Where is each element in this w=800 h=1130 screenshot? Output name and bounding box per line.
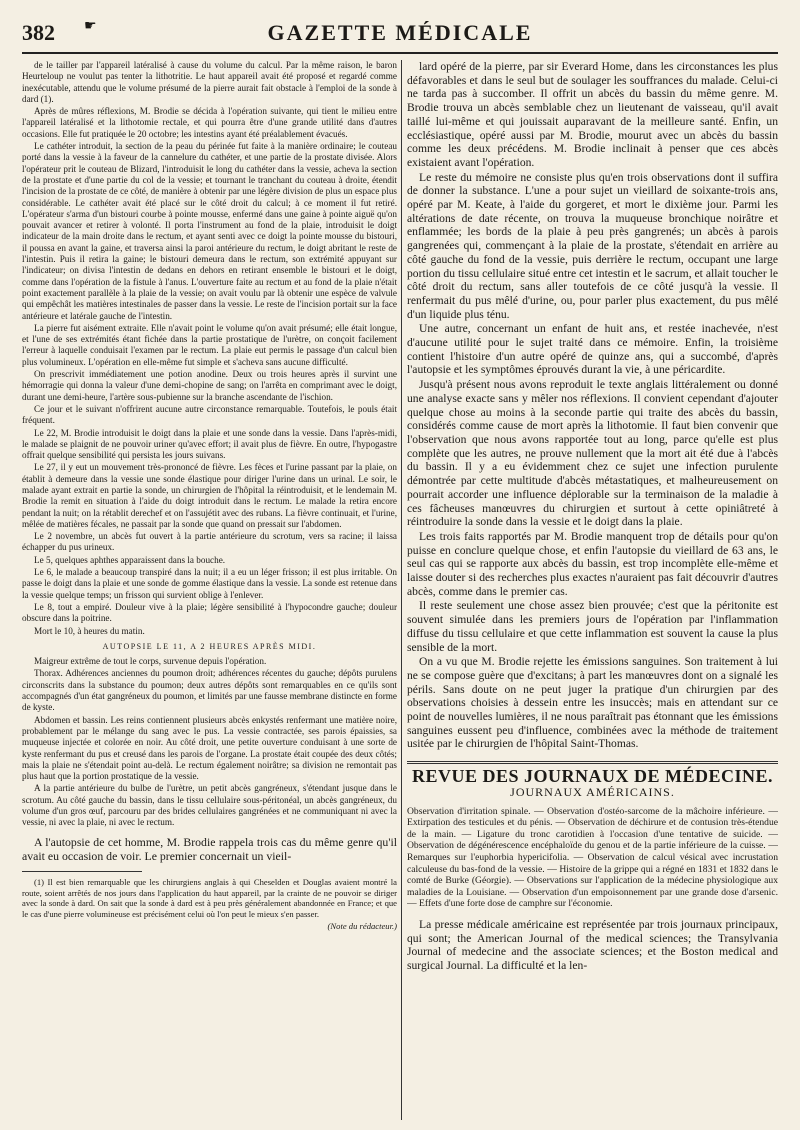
paragraph: Le 22, M. Brodie introduisit le doigt dans la plaie et une sonde dans la vessie. Dans l'après-midi, le malade se plaignit de ne pouvoir uriner qu'avec effort; il avait plus de fièvre. En outre, l'hypogastre offrait quelque sensibilité qui persista les jours suivans. [22,427,397,461]
paragraph: La pierre fut aisément extraite. Elle n'avait point le volume qu'on avait présumé; elle était longue, et l'une de ses extrémités étant fichée dans la partie prostatique de l'urètre, on conçoit facilement l'erreur à laquelle conduisait l'examen par le rectum. La plaie eut permis le passage d'un calcul bien plus volumineux. L'opération en elle-même fut simple et s'acheva sans aucune difficulté. [22,322,397,367]
paragraph: lard opéré de la pierre, par sir Everard Home, dans les circonstances les plus défavorables et dans le seul but de soulager les souffrances du malade. Celui-ci ne tarda pas à succomber. Il offrit un abcès du bassin du même genre. M. Brodie trouva un abcès semblable chez un lieutenant de vaisseau, qu'il avait taillé lui-même et qui jouissait auparavant de la meilleure santé. Enfin, un ecclésiastique, opéré aussi par M. Brodie, mourut avec un abcès du bassin comme les deux précédens. M. Brodie inclinait à penser que ces abcès existaient avant l'opération. [407,60,778,169]
autopsy-heading: AUTOPSIE LE 11, A 2 HEURES APRÈS MIDI. [102,641,317,651]
paragraph: Une autre, concernant un enfant de huit ans, et restée inachevée, n'est d'aucune utilité pour le sujet traité dans ce mémoire. Enfin, la troisième contient l'histoire d'un autre opéré de quinze ans, qui a succombé, d'après l'autopsie et les symptômes éprouvés durant la vie, à une péricardite. [407,322,778,377]
paragraph: Maigreur extrême de tout le corps, survenue depuis l'opération. [34,656,267,667]
paragraph: Thorax. Adhérences anciennes du poumon droit; adhérences récentes du gauche; dépôts purulens circonscrits dans la substance du poumon; deux autres dépôts sont remarquables en ce qu'ils sont accompagnés d'un état gangréneux du poumon, et limités par une fausse membrane distincte en forme de kyste. [22,668,397,713]
paragraph: La presse médicale américaine est représentée par trois journaux principaux, qui sont; the American Journal of the medical sciences; the Transylvania Journal of medecine and the associate sciences; et the Boston medical and surgical Journal. La difficulté et la len- [407,917,778,973]
column-divider [401,60,402,1120]
paragraph: Le 8, tout a empiré. Douleur vive à la plaie; légère sensibilité à l'hypocondre gauche; douleur obscure dans la poitrine. [22,601,397,624]
paragraph: On a vu que M. Brodie rejette les émissions sanguines. Son traitement à lui ne se compose guère que d'excitans; à part les manœuvres dont on a signalé les périls. Sans doute on ne peut juger la pratique d'un chirurgien par des observations choisies à dessein entre les insuccès; mais en attendant sur ce point de nouvelles lumières, il ne nous paraîtrait pas étonnant que les émissions sanguines eussent peu d'influence, combinées avec la méthode de traitement usitée par le chirurgien de l'hôpital Saint-Thomas. [407,655,778,751]
footnote-signature: (Note du rédacteur.) [327,920,397,931]
paragraph: Le reste du mémoire ne consiste plus qu'en trois observations dont il suffira de donner la substance. L'une a pour sujet un vieillard de soixante-trois ans, opéré par M. Keate, à l'aide du gorgeret, et mort le dixième jour. Parmi les altérations de date récente, on trouva la muqueuse bronchique noirâtre et enflammée; les bords de la plaie à peu près gangrenés; un abcès à parois gangrenées qui, commençant à la plaie de la prostate, s'étendait en arrière au côté gauche du fond de la vessie, puis derrière le rectum, occupant une large portion du tissu cellulaire situé entre cet intestin et le sacrum, et allait toucher le côté droit du rectum, sans aller toutefois de ce côté jusqu'à la vessie. Il renfermait du pus mêlé d'urine, ou, pour parler plus exactement, du pus mêlé d'un liquide plus ténu. [407,170,778,321]
paragraph: Abdomen et bassin. Les reins contiennent plusieurs abcès enkystés renfermant une matière noire, probablement par le mélange du sang avec le pus. La vessie contractée, ses parois épaissies, sa muqueuse injectée et colorée en noir. Au côté droit, une petite ouverture conduisant à une sorte de kyste renfermant du pus et creusé dans les parois de l'organe. La prostate était coupée des deux côtés; mais la plaie ne s'étendait point au-delà. Le rectum également noirâtre; sa division ne remontait pas plus haut que la portion prostatique de la vessie. [22,714,397,782]
paragraph: Le 2 novembre, un abcès fut ouvert à la partie antérieure du scrotum, vers sa racine; il laissa échapper du pus urineux. [22,531,397,553]
paragraph: Mort le 10, à heures du matin. [34,625,145,636]
paragraph: Les trois faits rapportés par M. Brodie manquent trop de détails pour qu'on puisse en conclure quelque chose, et enfin l'autopsie du vieillard de 63 ans, le seul cas qui se rapporte aux abcès du bassin, est trop incomplète elle-même et laisse douter si des recherches plus exactes n'auraient pas fait découvrir d'autres abcès, comme dans le premier cas. [407,529,778,598]
header-rule [22,52,778,54]
paragraph: Le cathéter introduit, la section de la peau du périnée fut faite à la manière ordinaire; le couteau porté dans la vessie à la faveur de la cannelure du cathéter, et une partie de la prostate divisée. Alors l'opérateur prit le couteau de Blizard, l'introduisit le long du cathéter dans la vessie, acheva la section de la prostate et d'une partie du col de la vessie; et tournant le tranchant du couteau à droite, étendit l'incision de la prostate de ce côté, de manière à obtenir par une légère division de plus un espace plus considérable. Le cathéter avait été placé sur le côté droit du calcul; à ce moment il fut retiré. L'opérateur s'arma d'un bistouri courbe à pointe mousse, enfermé dans une gaine à pointe aiguë qu'on pouvait avancer et retirer à volonté. Il porta l'instrument au fond de la plaie, introduisit le doigt indicateur de la main droite dans le rectum, et ayant senti avec ce doigt la pointe mousse du bistouri, il poussa en avant la gaine, et traversa ainsi la paroi antérieure du rectum, le doigt abritant le reste de l'intestin. Puis il retira la gaine; le bistouri demeura dans le rectum, son extrémité appuyant sur l'indicateur; on divisa l'intestin de dedans en dehors en retirant ensemble le bistouri et le doigt, comme dans l'opération de la fistule à l'anus. L'ouverture faite au rectum et au fond de la plaie n'était point exactement parallèle à la plaie de la vessie; on avait voulu par là obtenir une espèce de valvule qui empêchât les matières intestinales de passer dans la vessie. Le reste de l'incision portait sur la face antérieure et latérale gauche de l'intestin. [22,141,397,321]
paragraph: Le 6, le malade a beaucoup transpiré dans la nuit; il a eu un léger frisson; il est plus irritable. On passe le doigt dans la plaie et une sonde de gomme élastique dans la vessie. La sonde est retenue dans la vessie quelque temps; un frisson qui survient oblige à l'enlever. [22,567,397,600]
footnote: (1) Il est bien remarquable que les chirurgiens anglais à qui Cheselden et Douglas avaient montré la route, soient arrêtés de nos jours dans l'application du haut appareil, par la crainte de ne pouvoir se diriger avec la sonde à dard. On sait que la sonde à dard est à peu près généralement abandonnée en France; et que le cas d'une pierre volumineuse est précisément celui où l'on peut le mieux s'en passer. [22,877,397,919]
paragraph: A la partie antérieure du bulbe de l'urètre, un petit abcès gangréneux, s'étendant jusque dans le scrotum. Au côté gauche du bassin, dans le tissu cellulaire sous-péritonéal, un abcès gangréneux, du volume d'un gros œuf, parcouru par des brides cellulaires gangrénées et ne communiquant ni avec la vessie, ni avec la plaie, ni avec le rectum. [22,783,397,828]
left-column [22,60,397,1120]
footnote-rule [22,871,142,872]
section-subtitle: JOURNAUX AMÉRICAINS. [510,784,675,799]
paragraph: de le tailler par l'appareil latéralisé à cause du volume du calcul. Par la même raison, le baron Heurteloup ne voulut pas tenter la lithotritie. Le haut appareil avait été proposé et regardé comme inexécutable, attendu que le volume présumé de la pierre aurait fait obstacle à l'emploi de la sonde à dard (1). [22,60,397,104]
article-summary [407,806,778,910]
paragraph: Jusqu'à présent nous avons reproduit le texte anglais littéralement ou donné une analyse exacte sans y mêler nos réflexions. Il convient cependant d'ajouter quelque chose au moins à la seconde partie qui traite des abcès du bassin, considérés comme cause de mort après la lithotomie. Il faut bien convenir que l'observation que nous avons rapportée tout au long, parce qu'elle est plus complète que les autres, ne prouve nullement que la mort ait été due à l'abcès du bassin. Il y a eu évidemment chez ce sujet une infection purulente démontrée par cette multitude d'abcès métastatiques, et malheureusement on pourrait accorder une influence déplorable sur la terminaison de la maladie à ces fâcheuses manœuvres du chirurgien et surtout à cette opiniâtreté à réintroduire la sonde dans la vessie et le doigt dans la plaie. [407,378,778,529]
paragraph: Le 27, il y eut un mouvement très-prononcé de fièvre. Les fèces et l'urine passant par la plaie, on établit à demeure dans la vessie une sonde élastique pour diriger l'urine dans un urinal. Le soir, le malade ayant extrait en partie la sonde, un chirurgien de l'hôpital la réintroduisit, et le lendemain M. Brodie la remit en situation à l'aide du doigt introduit dans le rectum. Le malade la retira encore pendant la nuit; on la rétablit derechef et on l'assujétit avec des rubans. La fièvre continuait, et l'urine, mêlée de matières fécales, ne passait par la sonde que quand on pressait sur l'abdomen. [22,462,397,529]
paragraph: A l'autopsie de cet homme, M. Brodie rappela trois cas du même genre qu'il avait eu occasion de voir. Le premier concernait un vieil- [22,834,397,863]
publication-title: GAZETTE MÉDICALE [267,20,533,45]
right-column [407,60,778,1120]
paragraph: Après de mûres réflexions, M. Brodie se décida à l'opération suivante, qui tient le milieu entre l'appareil latéralisé et la lithotomie rectale, et qui pourra être d'une grande utilité dans d'autres occasions. Elle fut pratiquée le 20 octobre; les intestins ayant été préalablement évacués. [22,106,397,139]
page-number: 382 [22,20,55,45]
page-header [22,20,778,50]
paragraph: Il reste seulement une chose assez bien prouvée; c'est que la péritonite est souvent simulée dans les premiers jours de l'opération par l'inflammation diffuse du tissu cellulaire et que cette inflammation est souvent la cause la plus sensible de la mort. [407,599,778,654]
paragraph: Ce jour et le suivant n'offrirent aucune autre circonstance remarquable. Toutefois, le pouls était fréquent. [22,403,397,426]
summary-text: Observation d'irritation spinale. — Observation d'ostéo-sarcome de la mâchoire inférieure. — Extirpation des testicules et du pénis. — Observation de déchirure et de contusion très-étendue de la main. — Ligature du tronc carotidien à l'occasion d'une tentative de suicide. — Observation de dégénérescence encéphaloïde du genou et de la partie inférieure de la cuisse. — Remarques sur l'euphorbia hypericifolia. — Observation de calcul vésical avec incrustation calculeuse du bas-fond de la vessie. — Histoire de la grippe qui a régné en 1831 et 1832 dans le comté de Burke (Géorgie). — Observations sur l'application de la médecine physiologique aux maladies de la Louisiane. — Observation d'un empoisonnement par une grande dose d'arsenic. — Effets d'une forte dose de camphre sur l'économie. [407,805,778,910]
paragraph: On prescrivit immédiatement une potion anodine. Deux ou trois heures après il survint une hémorragie qui donna la valeur d'une demi-chopine de sang; on l'arrêta en comprimant avec le doigt, durant une demi-heure, l'artère sous-pubienne sur la branche ascendante de l'ischion. [22,369,397,402]
paragraph: Le 5, quelques aphthes apparaissent dans la bouche. [34,554,226,565]
section-separator [407,761,778,764]
pointing-hand-icon: ☛ [84,19,97,34]
section-title: REVUE DES JOURNAUX DE MÉDECINE. [411,766,774,787]
